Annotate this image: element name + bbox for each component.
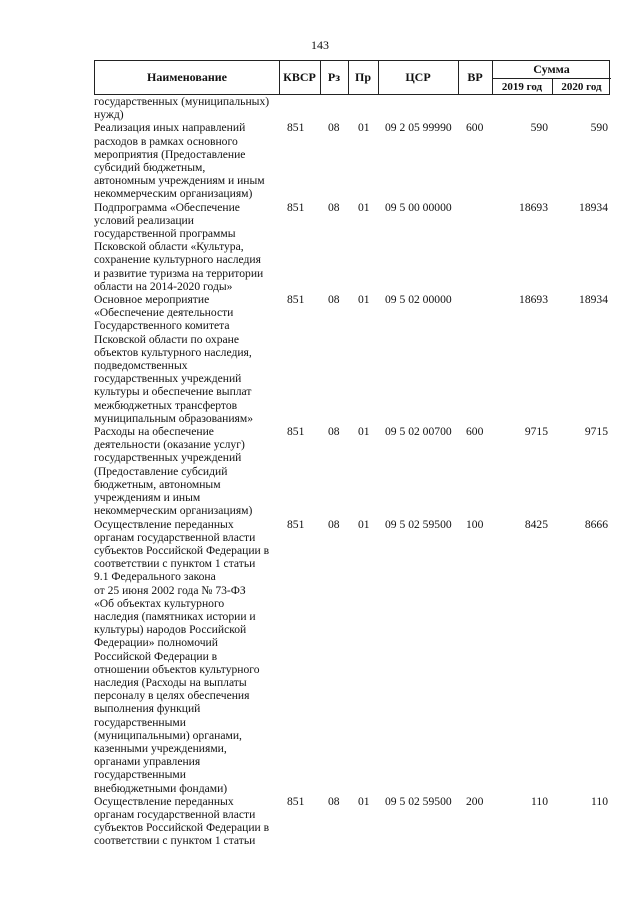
name-line: деятельности (оказание услуг) bbox=[94, 438, 245, 452]
cell-kvsr: 851 bbox=[287, 517, 305, 531]
name-line: межбюджетных трансфертов bbox=[94, 398, 238, 412]
cell-s2020: 18934 bbox=[579, 293, 608, 307]
cell-kvsr: 851 bbox=[287, 121, 305, 135]
header-2020: 2020 год bbox=[561, 80, 602, 93]
name-line: наследия (памятниках истории и bbox=[94, 609, 256, 623]
name-line: объектов культурного наследия, bbox=[94, 345, 252, 359]
name-line: Осуществление переданных bbox=[94, 517, 234, 531]
name-line: автономным учреждениям и иным bbox=[94, 174, 265, 188]
name-line: мероприятия (Предоставление bbox=[94, 147, 246, 161]
name-line: некоммерческим организациям) bbox=[94, 504, 253, 518]
cell-rz: 08 bbox=[328, 121, 340, 135]
header-pr: Пр bbox=[354, 70, 371, 84]
name-line: «Обеспечение деятельности bbox=[94, 306, 234, 320]
table-header bbox=[94, 60, 610, 95]
cell-s2019: 590 bbox=[530, 121, 548, 135]
name-line: субъектов Российской Федерации в bbox=[94, 543, 270, 557]
name-line: Реализация иных направлений bbox=[94, 121, 246, 135]
cell-kvsr: 851 bbox=[287, 794, 305, 808]
name-line: учреждениям и иным bbox=[94, 491, 201, 505]
name-line: соответствии с пунктом 1 статьи bbox=[94, 557, 256, 571]
cell-s2020: 590 bbox=[590, 121, 608, 135]
table-row bbox=[0, 425, 640, 517]
name-line: культуры и обеспечение выплат bbox=[94, 385, 252, 399]
header-kvsr: КВСР bbox=[283, 70, 316, 84]
cell-pr: 01 bbox=[358, 121, 370, 135]
cell-s2019: 8425 bbox=[524, 517, 548, 531]
name-line: государственных (муниципальных) bbox=[94, 95, 270, 108]
name-line: казенными учреждениями, bbox=[94, 741, 227, 755]
cell-rz: 08 bbox=[328, 794, 340, 808]
cell-s2019: 18693 bbox=[519, 293, 548, 307]
name-line: расходов в рамках основного bbox=[94, 134, 238, 148]
name-line: государственными bbox=[94, 768, 186, 782]
cell-csr: 09 5 02 59500 bbox=[385, 517, 452, 531]
table-row bbox=[0, 518, 640, 795]
name-line: Основное мероприятие bbox=[94, 293, 210, 307]
cell-pr: 01 bbox=[358, 517, 370, 531]
cell-s2020: 9715 bbox=[584, 425, 608, 439]
cell-pr: 01 bbox=[358, 425, 370, 439]
cell-vr: 600 bbox=[466, 121, 484, 135]
row-name bbox=[94, 293, 278, 425]
header-2019: 2019 год bbox=[501, 80, 543, 93]
cell-s2020: 110 bbox=[591, 794, 608, 808]
name-line: государственных учреждений bbox=[94, 372, 242, 386]
name-line: «Об объектах культурного bbox=[94, 596, 225, 610]
name-line: государственной программы bbox=[94, 227, 236, 241]
row-name bbox=[94, 201, 278, 293]
name-line: персоналу в целях обеспечения bbox=[94, 689, 250, 703]
header-csr: ЦСР bbox=[405, 70, 431, 84]
cell-kvsr: 851 bbox=[287, 293, 305, 307]
cell-s2020: 18934 bbox=[579, 200, 608, 214]
table-body bbox=[0, 95, 640, 848]
name-line: муниципальным образованиям» bbox=[94, 411, 253, 425]
name-line: 9.1 Федерального закона bbox=[94, 570, 216, 584]
name-line: органами управления bbox=[94, 755, 201, 769]
page-number: 143 bbox=[311, 38, 329, 52]
continuation-row bbox=[0, 95, 640, 121]
cell-rz: 08 bbox=[328, 517, 340, 531]
name-line: некоммерческим организациям) bbox=[94, 187, 253, 201]
name-line: сохранение культурного наследия bbox=[94, 253, 261, 267]
header-name: Наименование bbox=[147, 70, 227, 84]
cell-vr: 600 bbox=[466, 425, 484, 439]
name-line: (Предоставление субсидий bbox=[94, 464, 228, 478]
name-line: Псковской области по охране bbox=[94, 332, 240, 346]
table-row bbox=[0, 795, 640, 848]
cell-kvsr: 851 bbox=[287, 425, 305, 439]
cell-s2019: 110 bbox=[531, 794, 548, 808]
cell-kvsr: 851 bbox=[287, 200, 305, 214]
cell-rz: 08 bbox=[328, 200, 340, 214]
cell-csr: 09 5 02 00700 bbox=[385, 425, 452, 439]
name-line: Федерации» полномочий bbox=[94, 636, 218, 650]
table-row bbox=[0, 201, 640, 293]
name-line: нужд) bbox=[94, 108, 124, 122]
table-row bbox=[0, 293, 640, 425]
name-line: внебюджетными фондами) bbox=[94, 781, 228, 795]
name-line: Подпрограмма «Обеспечение bbox=[94, 200, 240, 214]
name-line: подведомственных bbox=[94, 359, 188, 373]
header-rz: Рз bbox=[327, 70, 341, 84]
name-line: и развитие туризма на территории bbox=[94, 266, 264, 280]
name-line: государственными bbox=[94, 715, 186, 729]
name-line: субсидий бюджетным, bbox=[94, 161, 206, 175]
cell-vr: 100 bbox=[466, 517, 484, 531]
cell-csr: 09 5 02 00000 bbox=[385, 293, 452, 307]
name-line: органам государственной власти bbox=[94, 530, 256, 544]
name-line: (муниципальными) органами, bbox=[94, 728, 242, 742]
name-line: Осуществление переданных bbox=[94, 794, 234, 808]
cell-rz: 08 bbox=[328, 425, 340, 439]
name-line: государственных учреждений bbox=[94, 451, 242, 465]
name-line: Российской Федерации в bbox=[94, 649, 218, 663]
cell-rz: 08 bbox=[328, 293, 340, 307]
cell-pr: 01 bbox=[358, 794, 370, 808]
name-line: условий реализации bbox=[94, 213, 194, 227]
cell-csr: 09 2 05 99990 bbox=[385, 121, 452, 135]
row-name bbox=[94, 121, 278, 200]
name-line: органам государственной власти bbox=[94, 807, 256, 821]
row-name bbox=[94, 795, 278, 848]
name-line: Государственного комитета bbox=[94, 319, 230, 333]
name-line: бюджетным, автономным bbox=[94, 477, 221, 491]
name-line: Расходы на обеспечение bbox=[94, 425, 214, 439]
table-row bbox=[0, 121, 640, 200]
name-line: наследия (Расходы на выплаты bbox=[94, 675, 247, 689]
name-line: области на 2014-2020 годы» bbox=[94, 279, 233, 293]
cell-s2020: 8666 bbox=[584, 517, 608, 531]
cell-s2019: 9715 bbox=[524, 425, 548, 439]
name-line: субъектов Российской Федерации в bbox=[94, 821, 270, 835]
name-line: выполнения функций bbox=[94, 702, 201, 716]
cell-csr: 09 5 02 59500 bbox=[385, 794, 452, 808]
row-name bbox=[94, 518, 278, 795]
name-line: соответствии с пунктом 1 статьи bbox=[94, 834, 256, 848]
row-name bbox=[94, 425, 278, 517]
cell-pr: 01 bbox=[358, 200, 370, 214]
cell-s2019: 18693 bbox=[519, 200, 548, 214]
header-sum: Сумма bbox=[533, 62, 570, 76]
cell-pr: 01 bbox=[358, 293, 370, 307]
cell-vr: 200 bbox=[466, 794, 484, 808]
name-line: от 25 июня 2002 года № 73-ФЗ bbox=[94, 583, 246, 597]
name-line: отношении объектов культурного bbox=[94, 662, 260, 676]
name-line: культуры) народов Российской bbox=[94, 623, 247, 637]
cell-csr: 09 5 00 00000 bbox=[385, 200, 452, 214]
header-vr: ВР bbox=[467, 70, 483, 84]
name-line: Псковской области «Культура, bbox=[94, 240, 244, 254]
